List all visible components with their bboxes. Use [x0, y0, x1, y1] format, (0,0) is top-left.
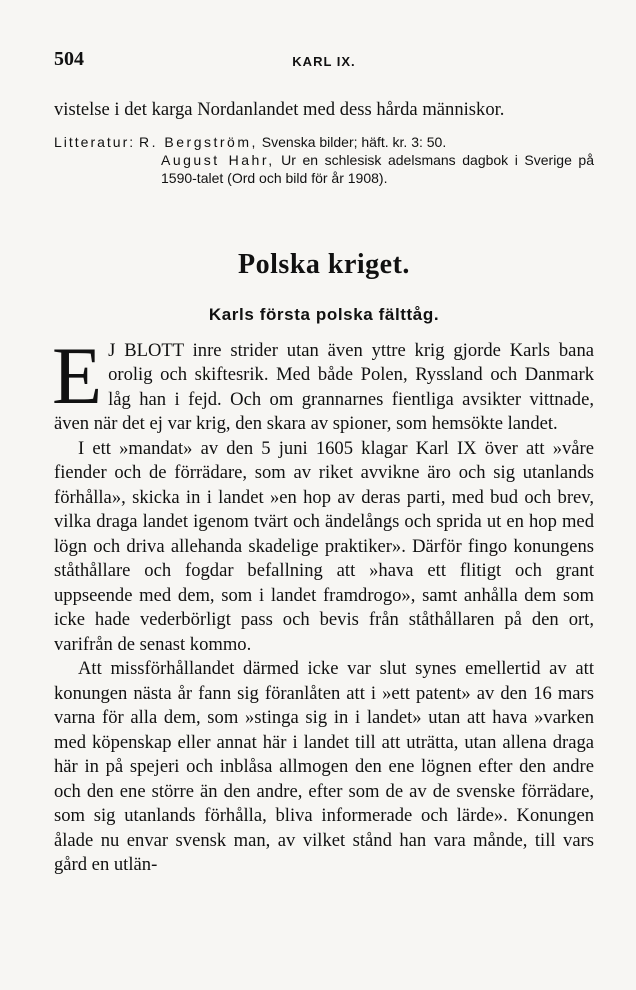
- page-number: 504: [54, 48, 84, 70]
- paragraph-1: [52, 329, 594, 437]
- literature-entry-1: [54, 133, 594, 151]
- book-page: [54, 48, 594, 878]
- previous-paragraph-end: vistelse i det karga Nordanlandet med dess hårda människor.: [54, 99, 505, 120]
- drop-cap: E: [52, 329, 103, 421]
- paragraph-3: Att missförhållandet därmed icke var slut synes emellertid av att konungen nästa år fann sig föranlåten att i »ett patent» av den 16 mars varna för alla dem, som »stinga sig in i landet» utan att hava »varken med köpenskap eller annat här i landet till att uträtta, utan allena draga här in på spejeri och inblåsa allmogen den ene lögnen efter den andre och den ene större än den andre, efter som de av de svenske förrädare, som sig utanlands förhålla, bliva informerade och lärde». Konungen ålade nu envar svensk man, av vilket stånd han vara månde, till vars gård en utlän-: [54, 658, 594, 875]
- literature-author-1: R. Bergström,: [139, 133, 258, 150]
- running-head: [54, 48, 594, 74]
- literature-label: Litteratur:: [54, 133, 136, 150]
- literature-author-2: August Hahr,: [161, 151, 275, 168]
- literature-text-1: Svenska bilder; häft. kr. 3: 50.: [261, 133, 447, 150]
- section-title: Karls första polska fälttåg.: [208, 304, 440, 324]
- literature-entry-2: [54, 151, 594, 187]
- running-title: KARL IX.: [292, 54, 356, 69]
- chapter-title: Polska kriget.: [238, 248, 410, 280]
- literature-note: [54, 133, 594, 187]
- paragraph-1-text: J BLOTT inre strider utan även yttre krig gjorde Karls bana orolig och skiftesrik. Med både Polen, Ryssland och Danmark låg han i fejd. Och om grannarnes fientliga avsikter vittnade, även när det ej var krig, den skara av spioner, som hemsökte landet.: [54, 339, 594, 434]
- literature-text-2: Ur en schlesisk adelsmans dagbok i Sverige på 1590-talet (Ord och bild för år 1908).: [161, 151, 595, 186]
- paragraph-2: I ett »mandat» av den 5 juni 1605 klagar Karl IX över att »våre fiender och de förrädare, som av riket avvikne äro och sig utanlands förhålla», skicka in i landet »en hop av deras parti, med bud och brev, vilka draga landet igenom tvärt och ändelångs och sprida ut en hop med lögn och driva allehanda skadelige praktiker». Därför fingo konungens ståthållare och fogdar befallning att »hava ett flitigt och grant uppseende med dem, som i landet framdrogo», samt anhålla dem som icke hade vederbörligt pass och bevis från ståthållaren på den ort, varifrån de senast kommo.: [54, 437, 594, 655]
